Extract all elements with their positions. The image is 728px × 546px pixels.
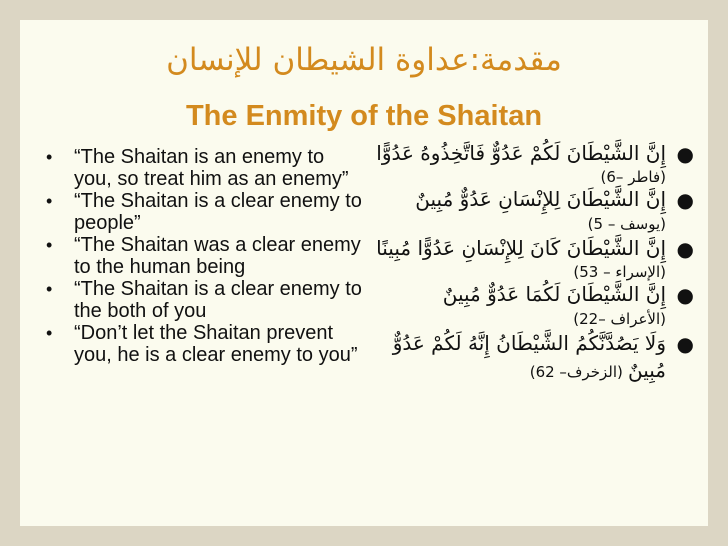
english-title: The Enmity of the Shaitan	[185, 100, 543, 132]
list-item	[42, 146, 362, 190]
bullet-icon: ●	[676, 188, 694, 212]
bullet-icon: •	[46, 147, 53, 167]
bullet-icon: ●	[676, 142, 694, 166]
list-item	[366, 140, 696, 186]
verse-text: إِنَّ الشَّيْطَانَ لَكُمَا عَدُوٌّ مُبِينٌ	[442, 282, 666, 306]
bullet-icon: •	[46, 191, 53, 211]
quote-text: “The Shaitan is a clear enemy to people”	[74, 190, 362, 234]
verse-text: وَلَا يَصُدَّنَّكُمُ الشَّيْطَانُ إِنَّهُ لَكُمْ عَدُوٌّ مُبِينٌ	[392, 331, 666, 382]
bullet-icon: ●	[676, 237, 694, 261]
quote-text: “The Shaitan is a clear enemy to the both of you	[74, 278, 362, 322]
verse-reference: (يوسف – 5)	[587, 215, 666, 233]
bullet-icon: •	[46, 279, 53, 299]
bullet-icon: ●	[676, 283, 694, 307]
bullet-icon: •	[46, 235, 53, 255]
verse-reference: (الأعراف –22)	[573, 310, 666, 328]
verse-text: إِنَّ الشَّيْطَانَ لَكُمْ عَدُوٌّ فَاتَّخِذُوهُ عَدُوًّا	[376, 141, 666, 165]
list-item	[366, 281, 696, 330]
english-quotes-list	[42, 146, 362, 366]
arabic-verses-list	[366, 140, 696, 384]
verse-reference: (الزخرف– 62)	[529, 363, 623, 381]
list-item	[366, 235, 696, 281]
bullet-icon: •	[46, 323, 53, 343]
quote-text: “The Shaitan is an enemy to you, so treat him as an enemy”	[74, 146, 349, 190]
list-item	[42, 322, 362, 366]
arabic-title: مقدمة:عداوة الشيطان للإنسان	[166, 42, 562, 78]
bullet-icon: ●	[676, 332, 694, 356]
list-item	[42, 278, 362, 322]
quote-text: “Don’t let the Shaitan prevent you, he is a clear enemy to you”	[74, 322, 358, 366]
list-item	[42, 190, 362, 234]
list-item	[366, 330, 696, 384]
verse-text: إِنَّ الشَّيْطَانَ لِلإِنْسَانِ عَدُوٌّ مُبِينٌ	[415, 187, 666, 211]
quote-text: “The Shaitan was a clear enemy to the human being	[74, 234, 361, 278]
verse-text: إِنَّ الشَّيْطَانَ كَانَ لِلإِنْسَانِ عَدُوًّا مُبِينًا	[376, 236, 666, 260]
list-item	[42, 234, 362, 278]
verse-reference: (الإسراء – 53)	[573, 263, 666, 281]
verse-reference: (فاطر –6)	[600, 168, 666, 186]
list-item	[366, 186, 696, 235]
